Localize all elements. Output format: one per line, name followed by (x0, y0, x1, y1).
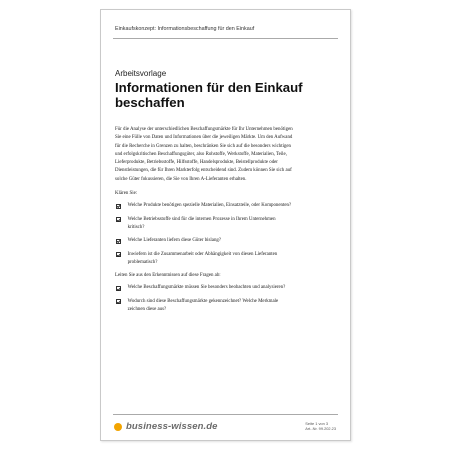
checklist-item-text: Welche Beschaffungsmärkte müssen Sie besonders beobachten und analysieren? (127, 285, 286, 291)
brand-dot-icon (114, 423, 122, 431)
page-title: Informationen für den Einkauf beschaffen (115, 80, 303, 110)
checklist-item (115, 298, 293, 315)
document-page (100, 9, 351, 441)
checklist-item (115, 284, 293, 292)
page-number: Seite 1 von 3 (305, 421, 328, 426)
footer-meta (305, 421, 336, 431)
brand-name: business-wissen.de (126, 421, 218, 432)
checklist-item-text: Welche Betriebsstoffe sind für die internen Prozesse in Ihrem Unternehmen kritisch? (127, 216, 276, 230)
checklist-item-text: Wodurch sind diese Beschaffungsmärkte gekennzeichnet? Welche Merkmale zeichnen diese aus? (127, 298, 279, 313)
checklist-item-text: Inwiefern ist die Zusammenarbeit oder Abhängigkeit von diesen Lieferanten problematisch? (127, 251, 278, 265)
checklist-item (115, 202, 293, 210)
checklist-item-text: Welche Produkte benötigen spezielle Materialien, Einsatzteile, oder Komponenten? (127, 203, 292, 209)
checklist (115, 202, 293, 267)
checkbox-checked-icon (116, 239, 121, 244)
footer-divider (113, 414, 338, 415)
section-label: Leiten Sie aus den Erkenntnissen auf diese Fragen ab: (115, 273, 221, 279)
checkbox-checked-icon (116, 217, 121, 222)
document-kicker: Arbeitsvorlage (115, 69, 167, 78)
checklist-item (115, 216, 293, 233)
checklist-item-text: Welche Lieferanten liefern diese Güter bislang? (127, 238, 222, 244)
checkbox-checked-icon (116, 252, 121, 257)
checkbox-checked-icon (116, 204, 121, 209)
checklist (115, 284, 293, 314)
article-number: Art.-Nr. 99.202.23 (305, 426, 336, 432)
checkbox-checked-icon (116, 286, 121, 291)
checklist-item (115, 251, 293, 268)
intro-paragraph: Für die Analyse der unterschiedlichen Beschaffungsmärkte für Ihr Unternehmen benötigen Sie eine Fülle von Daten und Informationen über die jeweiligen Märkte. Um den Aufwand für die Recherche in Grenzen zu halten, beschränken Sie sich auf die besonders wichtigen und erfolgskritischen Beschaffungsgüter, also Rohstoffe, Werkstoffe, Materialien, Teile, Lieferprodukte, Betriebsstoffe, Hilfsstoffe, Handelsprodukte, Beistellprodukte oder Dienstleistungen, die für Ihren Markterfolg entscheidend sind. Zudem können Sie sich auf solche Güter fokussieren, die Sie von Ihren A-Lieferanten erhalten. (115, 127, 293, 182)
checklist-item (115, 237, 293, 245)
section-label: Klären Sie: (115, 191, 138, 197)
document-body (115, 126, 293, 319)
brand-logo (114, 421, 218, 432)
header-divider (113, 38, 338, 39)
running-header: Einkaufskonzept: Informationsbeschaffung für den Einkauf (115, 26, 255, 32)
checkbox-checked-icon (116, 299, 121, 304)
